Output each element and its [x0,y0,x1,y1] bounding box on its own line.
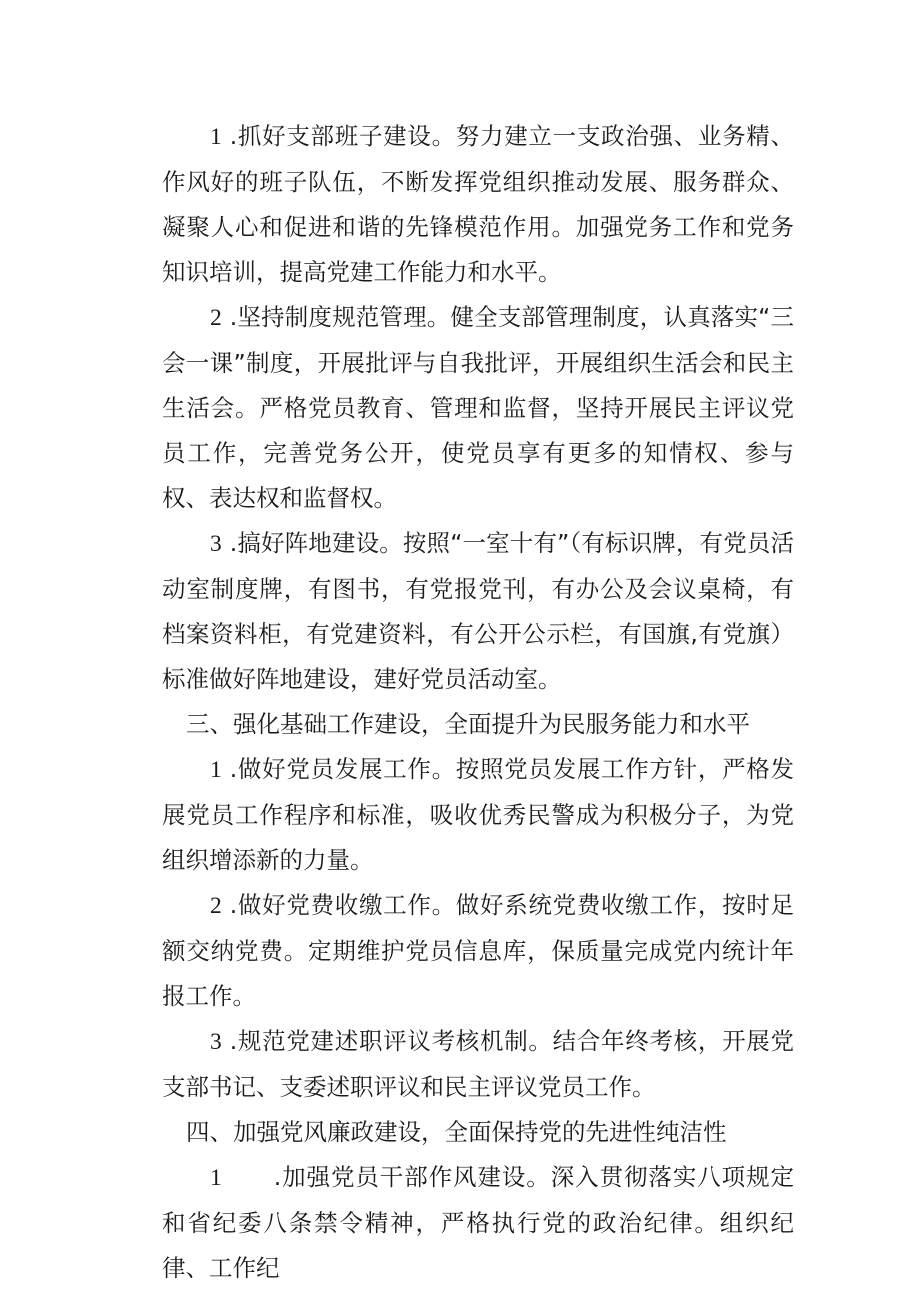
item-text: .加强党员干部作风建设。深入贯彻落实八项规定和省纪委八条禁令精神，严格执行党的政治纪律。组织纪律、工作纪 [162,1163,794,1282]
paragraph-item [162,883,794,1019]
item-number: 1 [210,124,222,150]
item-text: .做好党费收缴工作。做好系统党费收缴工作，按时足额交纳党费。定期维护党员信息库，保质量完成党内统计年报工作。 [162,891,794,1010]
item-text: .抓好支部班子建设。努力建立一支政治强、业务精、作风好的班子队伍，不断发挥党组织推动发展、服务群众、凝聚人心和促进和谐的先锋模范作用。加强党务工作和党务知识培训，提高党建工作能力和水平。 [162,122,794,286]
item-number: 1 [210,1165,222,1191]
section-heading: 三、强化基础工作建设，全面提升为民服务能力和水平 [186,710,750,738]
item-text: .坚持制度规范管理。健全支部管理制度，认真落实“三会一课”制度，开展批评与自我批评，开展组织生活会和民主生活会。严格党员教育、管理和监督，坚持开展民主评议党员工作，完善党务公开，使党员享有更多的知情权、参与权、表达权和监督权。 [162,303,794,512]
item-text: .规范党建述职评议考核机制。结合年终考核，开展党支部书记、支委述职评议和民主评议党员工作。 [162,1027,794,1101]
paragraph-item [162,1019,794,1110]
item-text: .搞好阵地建设。按照“一室十有”（有标识牌，有党员活动室制度牌，有图书，有党报党刊，有办公及会议桌椅，有档案资料柜，有党建资料，有公开公示栏，有国旗,有党旗）标准做好阵地建设，建好党员活动室。 [162,529,794,693]
section-heading: 四、加强党风廉政建设，全面保持党的先进性纯洁性 [186,1118,727,1146]
paragraph-item [162,1155,794,1291]
paragraph-item [162,114,794,295]
item-number: 3 [210,531,222,557]
item-number: 2 [210,305,222,331]
paragraph-item [162,747,794,883]
paragraph-item [162,521,794,702]
item-number: 1 [210,757,222,783]
item-number: 3 [210,1029,222,1055]
paragraph-item [162,295,794,521]
item-text: .做好党员发展工作。按照党员发展工作方针，严格发展党员工作程序和标准，吸收优秀民警成为积极分子，为党组织增添新的力量。 [162,755,794,874]
document-body [162,114,794,1291]
item-number: 2 [210,893,222,919]
